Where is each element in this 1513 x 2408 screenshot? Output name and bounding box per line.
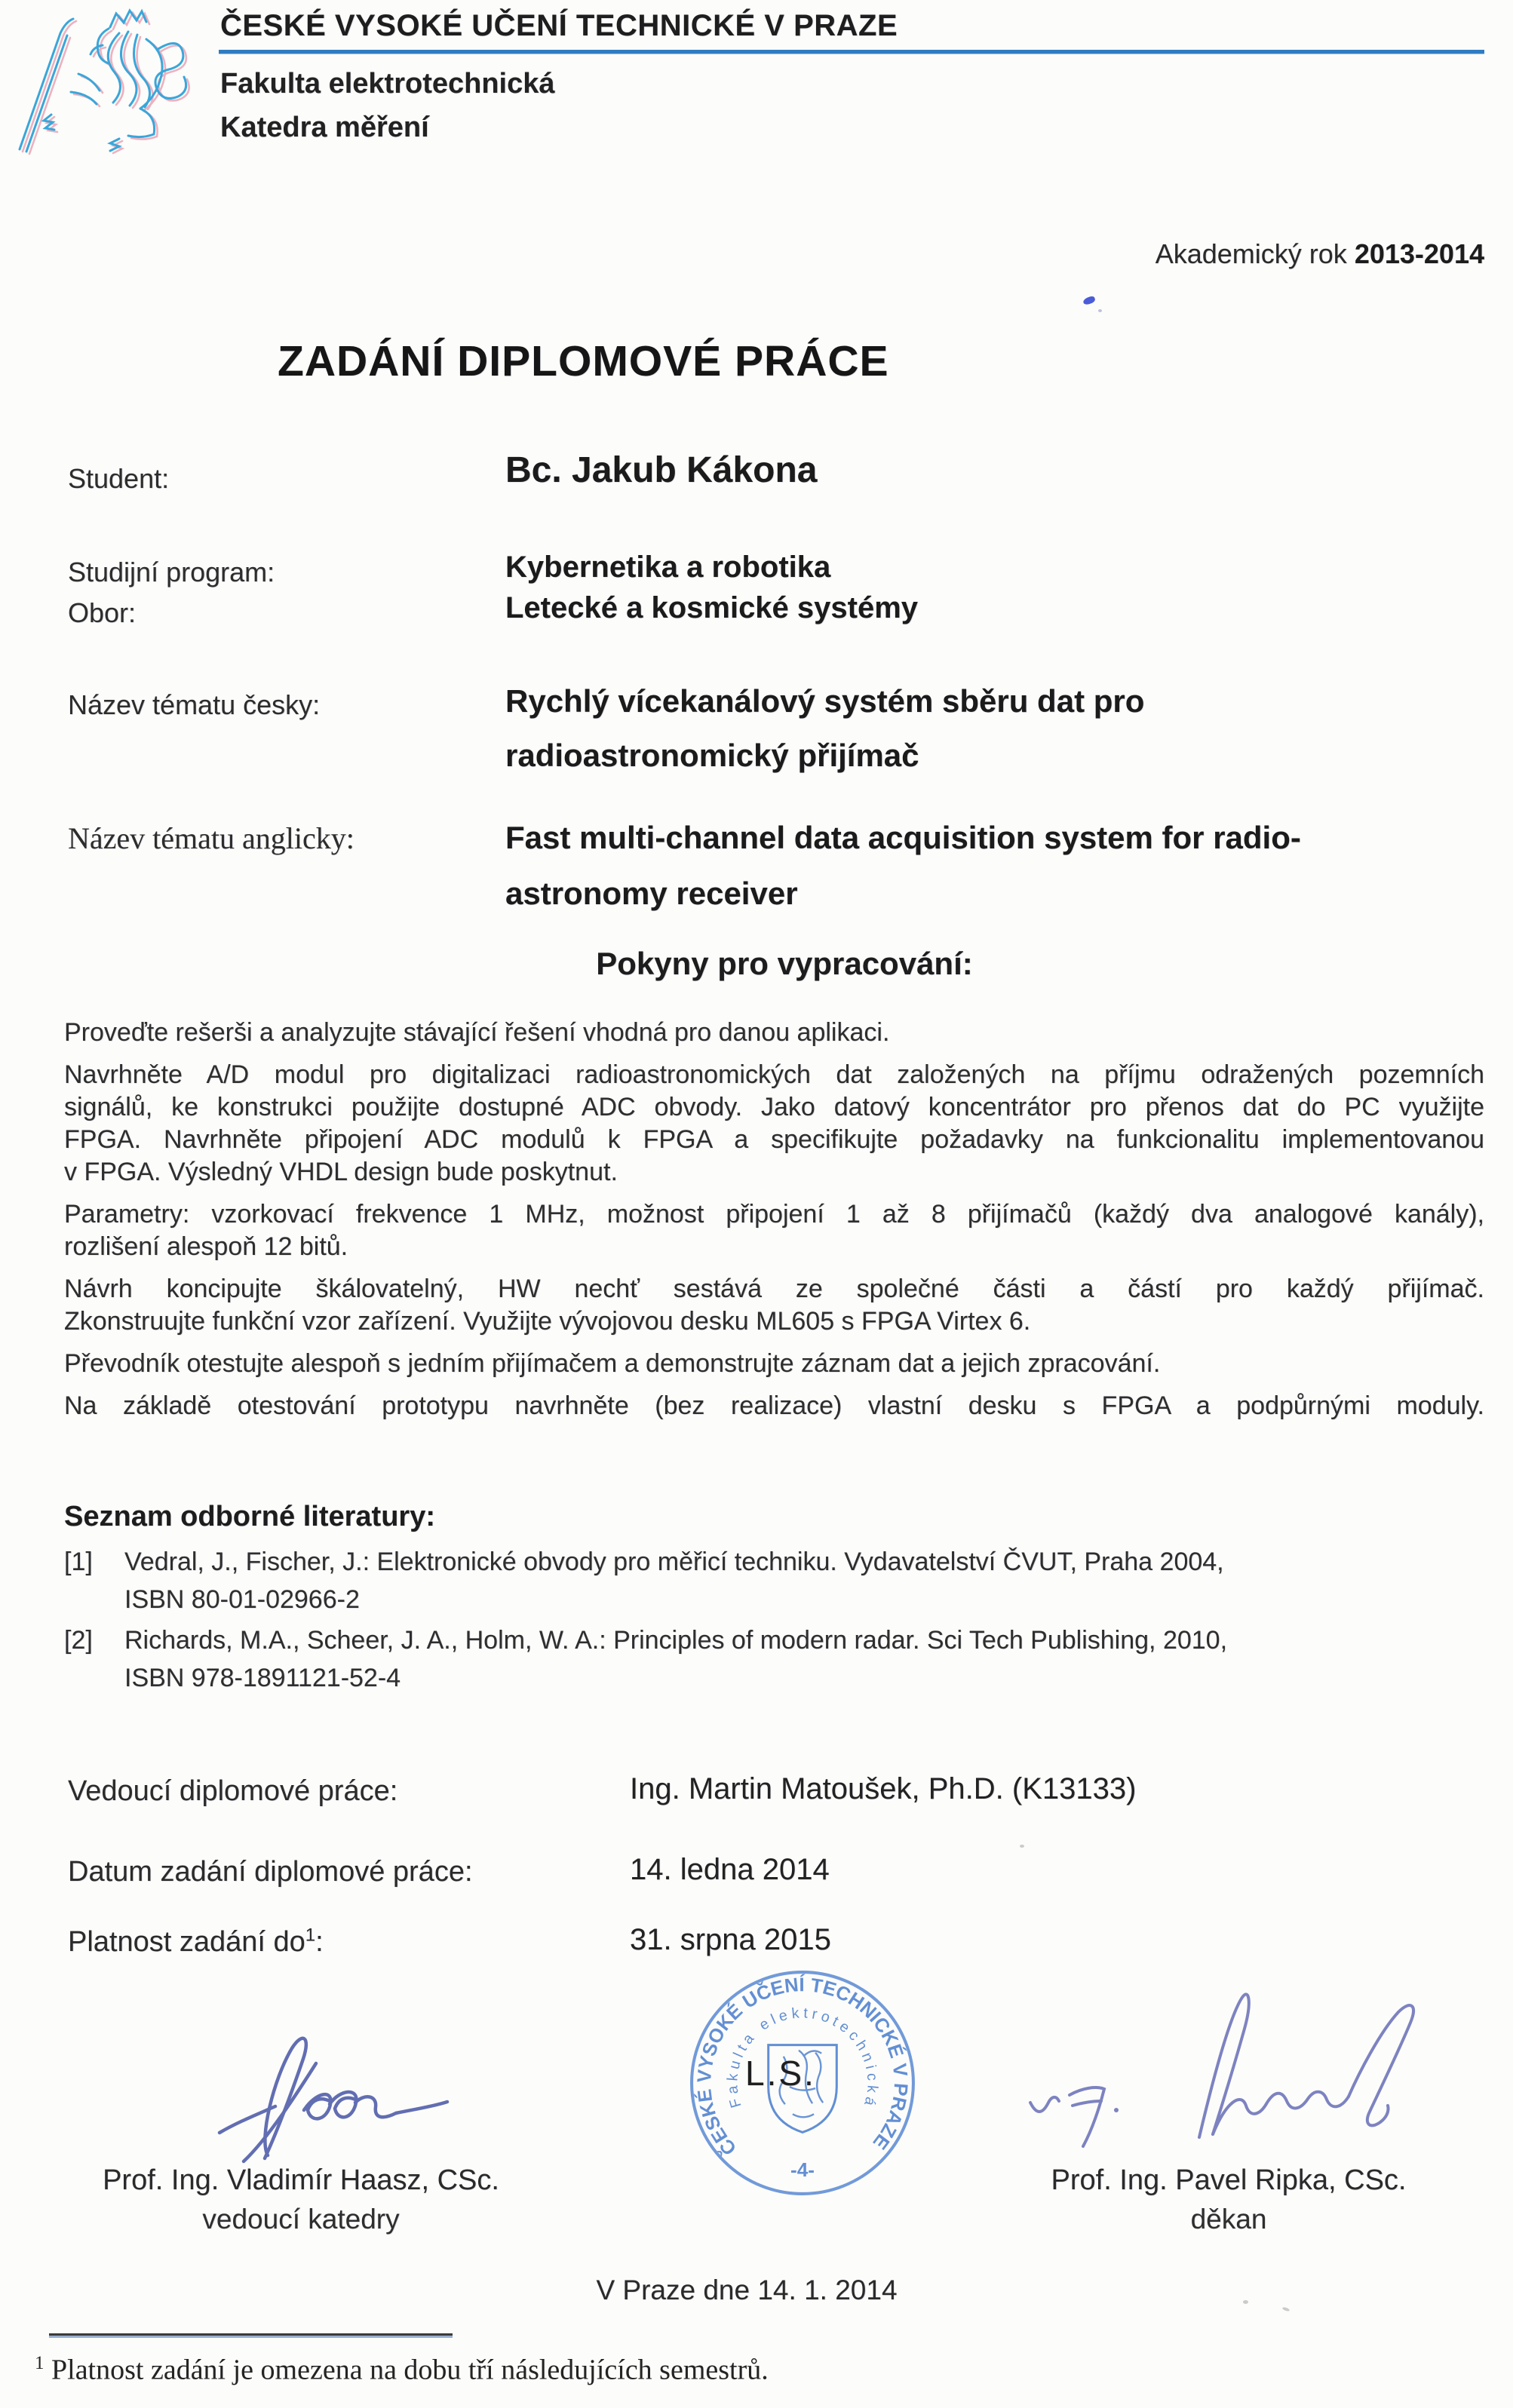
place-and-date: V Praze dne 14. 1. 2014 <box>596 2275 898 2305</box>
paragraph-line: Navrhněte A/D modul pro digitalizaci radioastronomických dat založených na příjmu odražených pozemních <box>64 1060 1484 1089</box>
signatory-left-role: vedoucí katedry <box>202 2204 400 2235</box>
validity-label-text: Platnost zadání do <box>68 1926 305 1958</box>
topic-english-value <box>505 810 1471 922</box>
literature-item-marker: [2] <box>64 1626 93 1655</box>
validity-label <box>68 1926 324 1959</box>
literature-item-marker: [1] <box>64 1548 93 1576</box>
assignment-date-label: Datum zadání diplomové práce: <box>68 1856 473 1888</box>
stamp-inner-text: Fakulta elektrotechnická <box>724 2005 881 2110</box>
paragraph-line: Převodník otestujte alespoň s jedním přijímačem a demonstrujte záznam dat a jejich zpracování. <box>64 1349 1161 1378</box>
scan-speck <box>1243 2300 1248 2304</box>
academic-year-label: Akademický rok <box>1155 238 1347 269</box>
signature-left-ink <box>215 2026 458 2170</box>
scan-speck <box>1098 309 1102 312</box>
student-label: Student: <box>68 463 170 494</box>
signatory-right-role: děkan <box>1190 2204 1267 2235</box>
paragraph <box>64 1348 1484 1380</box>
footnote-body: Platnost zadání je omezena na dobu tří následujících semestrů. <box>51 2354 769 2386</box>
literature-item-line1: Vedral, J., Fischer, J.: Elektronické obvody pro měřicí techniku. Vydavatelství ČVUT, Praha 2004, <box>124 1548 1224 1576</box>
stamp-bottom-number: -4- <box>790 2158 815 2181</box>
paragraph-line: Parametry: vzorkovací frekvence 1 MHz, možnost připojení 1 až 8 přijímačů (každý dva analogové kanály), <box>64 1200 1484 1229</box>
document-title: ZADÁNÍ DIPLOMOVÉ PRÁCE <box>278 337 889 385</box>
paragraph-line: rozlišení alespoň 12 bitů. <box>64 1232 348 1261</box>
validity-label-colon: : <box>315 1926 324 1958</box>
paragraph-line: Návrh koncipujte škálovatelný, HW nechť sestává ze společné části a částí pro každý přijímač. <box>64 1275 1484 1303</box>
signatory-left-name: Prof. Ing. Vladimír Haasz, CSc. <box>103 2164 499 2196</box>
topic-english-label: Název tématu anglicky: <box>68 821 354 855</box>
paragraph-line: Zkonstruujte funkční vzor zařízení. Využijte vývojovou desku ML605 s FPGA Virtex 6. <box>64 1307 1031 1336</box>
study-program-value: Kybernetika a robotika <box>505 551 831 584</box>
literature-item-line2: ISBN 80-01-02966-2 <box>124 1585 360 1614</box>
paragraph-line: FPGA. Navrhněte připojení ADC modulů k FPGA a specifikujte požadavky na funkcionalitu implementovanou <box>64 1125 1484 1154</box>
literature-item-line2: ISBN 978-1891121-52-4 <box>124 1664 401 1692</box>
topic-czech-line2: radioastronomický přijímač <box>505 738 919 773</box>
faculty-name: Fakulta elektrotechnická <box>220 68 555 100</box>
department-name: Katedra měření <box>220 112 429 143</box>
signatory-right-name: Prof. Ing. Pavel Ripka, CSc. <box>1051 2164 1407 2196</box>
literature-item <box>64 1543 1452 1618</box>
paragraph <box>64 1017 1484 1049</box>
supervisor-label: Vedoucí diplomové práce: <box>68 1775 398 1807</box>
paragraph-line: Proveďte rešerši a analyzujte stávající řešení vhodná pro danou aplikaci. <box>64 1018 890 1047</box>
guidelines-paragraphs <box>64 1017 1484 1432</box>
pen-mark-artifact <box>1082 296 1096 306</box>
paragraph <box>64 1059 1484 1189</box>
ctu-lion-logo <box>6 2 191 161</box>
guidelines-heading: Pokyny pro vypracování: <box>596 946 973 981</box>
paragraph <box>64 1198 1484 1263</box>
seal-ls-label: L.S. <box>745 2054 816 2093</box>
footnote-marker: 1 <box>35 2353 44 2373</box>
scan-speck <box>1282 2306 1290 2311</box>
stamp-ring-text: ČESKÉ VYSOKÉ UČENÍ TECHNICKÉ V PRAZE <box>693 1974 912 2159</box>
study-program-label: Studijní program: <box>68 557 275 587</box>
footnote-text <box>35 2353 769 2387</box>
academic-year <box>1155 238 1484 270</box>
topic-english-line2: astronomy receiver <box>505 876 798 911</box>
assignment-date-value: 14. ledna 2014 <box>630 1853 830 1886</box>
university-name: ČESKÉ VYSOKÉ UČENÍ TECHNICKÉ V PRAZE <box>220 9 898 42</box>
paragraph-line: signálů, ke konstrukci použijte dostupné ADC obvody. Jako datový koncentrátor pro přenos dat do PC využijte <box>64 1093 1484 1121</box>
scan-speck <box>1020 1845 1024 1848</box>
validity-value: 31. srpna 2015 <box>630 1923 831 1956</box>
topic-english-line1: Fast multi-channel data acquisition system for radio- <box>505 820 1301 855</box>
literature-item <box>64 1621 1452 1697</box>
academic-year-value: 2013-2014 <box>1354 238 1484 269</box>
paragraph <box>64 1390 1484 1422</box>
branch-label: Obor: <box>68 597 137 628</box>
header-divider-rule <box>219 50 1484 54</box>
literature-item-line1: Richards, M.A., Scheer, J. A., Holm, W. A.: Principles of modern radar. Sci Tech Publishing, 2010, <box>124 1626 1228 1655</box>
supervisor-value: Ing. Martin Matoušek, Ph.D. (K13133) <box>630 1772 1137 1805</box>
signature-right-ink <box>964 1982 1448 2164</box>
topic-czech-line1: Rychlý vícekanálový systém sběru dat pro <box>505 683 1145 719</box>
paragraph-line: v FPGA. Výsledný VHDL design bude poskytnut. <box>64 1158 618 1186</box>
paragraph <box>64 1273 1484 1338</box>
branch-value: Letecké a kosmické systémy <box>505 591 919 624</box>
footnote-reference-mark: 1 <box>305 1925 316 1946</box>
topic-czech-value <box>505 674 1335 783</box>
student-name: Bc. Jakub Kákona <box>505 450 818 490</box>
literature-heading: Seznam odborné literatury: <box>64 1501 435 1532</box>
footnote-divider-rule <box>49 2333 453 2336</box>
paragraph-line: Na základě otestování prototypu navrhněte (bez realizace) vlastní desku s FPGA a podpůrnými moduly. <box>64 1391 1484 1420</box>
topic-czech-label: Název tématu česky: <box>68 689 321 720</box>
